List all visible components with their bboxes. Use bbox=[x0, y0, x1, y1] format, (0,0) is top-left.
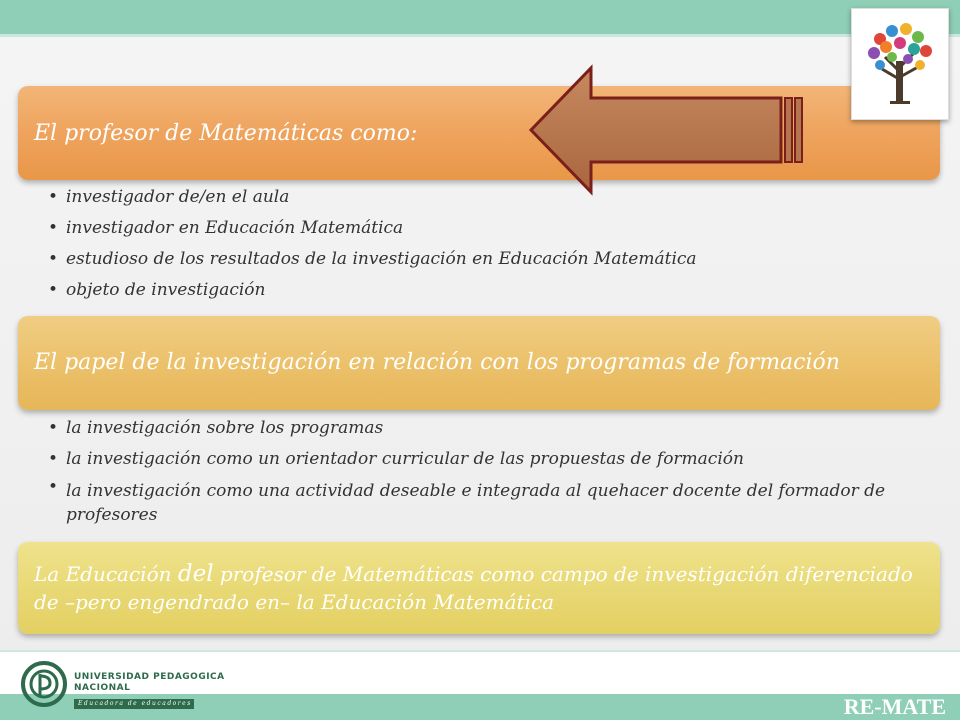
brand-label: RE-MATE bbox=[843, 694, 946, 719]
university-name: UNIVERSIDAD PEDAGOGICA NACIONAL bbox=[74, 672, 225, 693]
section-1-list bbox=[48, 182, 928, 306]
section-2-list bbox=[48, 413, 928, 527]
list-item: • la investigación como un orientador curricular de las propuestas de formación bbox=[48, 449, 744, 469]
section-3-heading-bar bbox=[18, 542, 940, 634]
university-tagline: Educadora de educadores bbox=[74, 699, 194, 709]
section-2-heading: El papel de la investigación en relación con los programas de formación bbox=[34, 350, 840, 375]
list-item: • estudioso de los resultados de la investigación en Educación Matemática bbox=[48, 249, 697, 269]
university-seal-icon bbox=[20, 656, 68, 712]
list-item: • investigador en Educación Matemática bbox=[48, 218, 404, 238]
section-3-heading: La Educación del profesor de Matemáticas como campo de investigación diferenciado de –pero engendrado en– la Educación Matemática bbox=[34, 561, 913, 614]
tree-logo-icon bbox=[852, 9, 948, 119]
section-1-heading: El profesor de Matemáticas como: bbox=[34, 120, 418, 146]
left-block-arrow-icon bbox=[527, 64, 805, 196]
tree-logo bbox=[851, 8, 949, 120]
list-item: • investigador de/en el aula bbox=[48, 187, 290, 207]
section-2-heading-bar bbox=[18, 316, 940, 410]
list-item: • objeto de investigación bbox=[48, 280, 266, 300]
list-item: • la investigación como una actividad deseable e integrada al quehacer docente del formador de profesores bbox=[48, 477, 886, 525]
top-band bbox=[0, 0, 960, 34]
list-item: • la investigación sobre los programas bbox=[48, 418, 384, 438]
